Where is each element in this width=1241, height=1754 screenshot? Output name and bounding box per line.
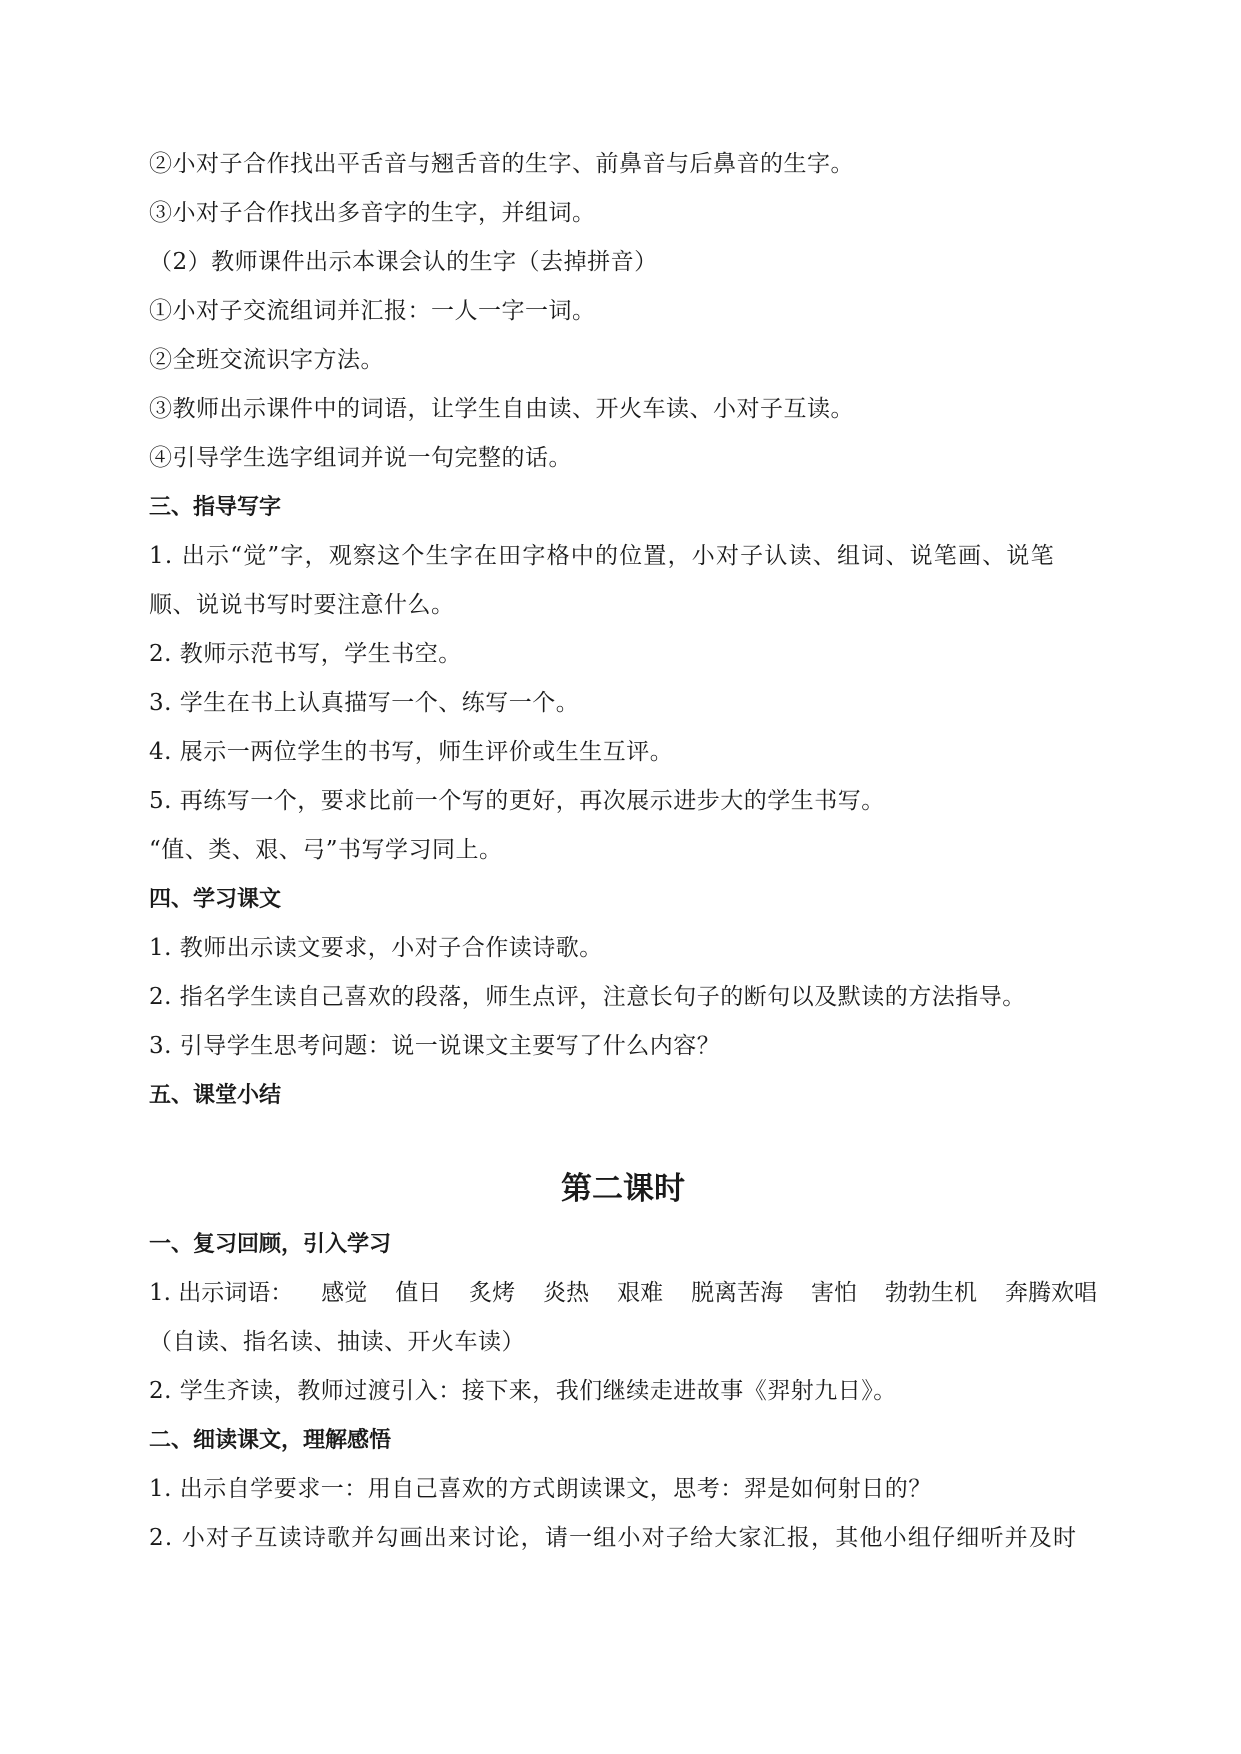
text-line: 2. 小对子互读诗歌并勾画出来讨论，请一组小对子给大家汇报，其他小组仔细听并及时	[149, 1525, 1078, 1551]
vocabulary-prefix: 1. 出示词语：	[149, 1280, 294, 1306]
vocabulary-word: 炙烤	[469, 1280, 516, 1306]
vocabulary-word: 感觉	[321, 1280, 368, 1306]
text-line: 2. 教师示范书写，学生书空。	[149, 641, 462, 667]
text-line: ③小对子合作找出多音字的生字，并组词。	[149, 200, 596, 226]
section-heading: 一、复习回顾，引入学习	[149, 1232, 392, 1257]
text-line: 顺、说说书写时要注意什么。	[149, 592, 455, 618]
text-line: （2）教师课件出示本课会认的生字（去掉拼音）	[149, 249, 658, 275]
vocabulary-word: 奔腾欢唱	[1004, 1280, 1097, 1306]
text-line: ①小对子交流组词并汇报：一人一字一词。	[149, 298, 596, 324]
lesson-title: 第二课时	[561, 1171, 685, 1207]
text-line: 1. 出示自学要求一：用自己喜欢的方式朗读课文，思考：羿是如何射日的？	[149, 1476, 932, 1502]
text-line: 1. 出示“觉”字，观察这个生字在田字格中的位置，小对子认读、组词、说笔画、说笔	[149, 543, 1055, 569]
vocabulary-word: 艰难	[617, 1280, 664, 1306]
text-line: 1. 教师出示读文要求，小对子合作读诗歌。	[149, 935, 603, 961]
vocabulary-word: 炎热	[543, 1280, 590, 1306]
section-heading: 二、细读课文，理解感悟	[149, 1428, 392, 1453]
vocabulary-word: 值日	[395, 1280, 442, 1306]
text-line: ③教师出示课件中的词语，让学生自由读、开火车读、小对子互读。	[149, 396, 854, 422]
text-line: ②小对子合作找出平舌音与翘舌音的生字、前鼻音与后鼻音的生字。	[149, 151, 854, 177]
vocabulary-word: 脱离苦海	[691, 1280, 784, 1306]
text-line: 5. 再练写一个，要求比前一个写的更好，再次展示进步大的学生书写。	[149, 788, 885, 814]
page-content	[149, 140, 1097, 1563]
vocabulary-word: 勃勃生机	[885, 1280, 978, 1306]
text-line: “值、类、艰、弓”书写学习同上。	[149, 837, 503, 863]
text-line: 2. 指名学生读自己喜欢的段落，师生点评，注意长句子的断句以及默读的方法指导。	[149, 984, 1026, 1010]
text-line: ②全班交流识字方法。	[149, 347, 384, 373]
text-line: 3. 学生在书上认真描写一个、练写一个。	[149, 690, 580, 716]
section-heading: 四、学习课文	[149, 887, 282, 912]
vocabulary-line	[149, 1269, 1097, 1318]
text-line: ④引导学生选字组词并说一句完整的话。	[149, 445, 572, 471]
section-heading: 五、课堂小结	[149, 1083, 282, 1108]
text-line: 2. 学生齐读，教师过渡引入：接下来，我们继续走进故事《羿射九日》。	[149, 1378, 897, 1404]
text-line: 4. 展示一两位学生的书写，师生评价或生生互评。	[149, 739, 674, 765]
vocabulary-word: 害怕	[811, 1280, 858, 1306]
text-line: （自读、指名读、抽读、开火车读）	[149, 1329, 525, 1355]
section-heading: 三、指导写字	[149, 495, 282, 520]
text-line: 3. 引导学生思考问题：说一说课文主要写了什么内容？	[149, 1033, 721, 1059]
